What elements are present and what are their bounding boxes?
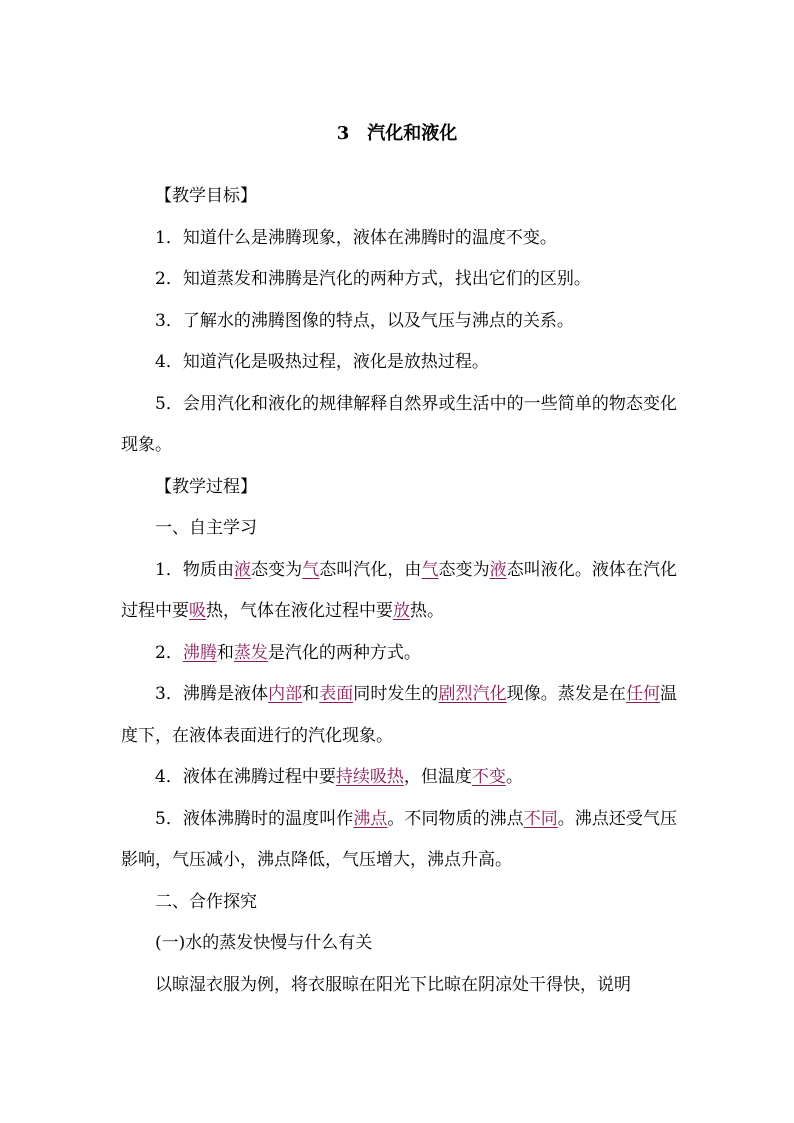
objective-item: 4．知道汽化是吸热过程，液化是放热过程。 [155,352,489,372]
answer-blank: 放 [393,601,410,621]
question-text: 热。 [410,601,444,621]
objective-item: 2．知道蒸发和沸腾是汽化的两种方式，找出它们的区别。 [155,269,591,289]
question-3 [121,674,677,757]
answer-blank: 沸点 [353,808,388,829]
answer-blank: 液 [489,559,507,580]
answer-blank: 不同 [523,808,558,829]
question-text: 态叫液化。液体在汽化过程中要 [121,559,678,621]
answer-blank: 任何 [625,684,661,704]
answer-blank: 沸腾 [182,642,217,663]
question-text: 态叫汽化，由 [319,559,422,580]
question-text: 。不同物质的沸点 [387,808,524,829]
objective-item: 5．会用汽化和液化的规律解释自然界或生活中的一些简单的物态变化现象。 [121,393,677,455]
answer-blank: 吸 [189,601,206,621]
body-paragraph: 以晾湿衣服为例，将衣服晾在阳光下比晾在阴凉处干得快，说明 [155,974,631,995]
answer-blank: 持续吸热 [335,767,404,787]
question-text: 同时发生的 [353,684,439,704]
answer-blank: 表面 [319,684,354,704]
objective-item: 1．知道什么是沸腾现象，液体在沸腾时的温度不变。 [155,227,557,248]
question-text: 现像。蒸发是在 [506,684,626,704]
question-text: 和 [216,642,234,663]
answer-blank: 蒸发 [233,642,268,663]
question-text: 4．液体在沸腾过程中要 [155,767,336,787]
answer-blank: 内部 [268,684,303,704]
question-2 [121,633,677,675]
question-text: 和 [302,684,320,704]
question-text: 。 [505,767,523,787]
question-text: 2． [155,642,183,663]
objective-item: 3．了解水的沸腾图像的特点，以及气压与沸点的关系。 [155,310,574,331]
question-text: 是汽化的两种方式。 [267,642,421,663]
question-4 [121,757,677,799]
question-text: 态变为 [251,559,303,580]
question-text: 态变为 [438,559,490,580]
answer-blank: 液 [234,559,252,580]
question-text: 温度下，在液体表面进行的汽化现象。 [121,684,678,746]
page-title: 3 汽化和液化 [336,123,458,144]
answer-blank: 不变 [471,767,506,787]
question-5 [121,799,677,882]
question-1 [121,550,677,633]
answer-blank: 气 [302,559,320,580]
process-heading: 【教学过程】 [155,476,257,497]
section-heading: 一、自主学习 [155,518,257,538]
section-heading: 二、合作探究 [155,891,257,912]
question-text: 5．液体沸腾时的温度叫作 [155,808,354,829]
question-text: ，但温度 [403,767,472,787]
answer-blank: 剧烈汽化 [438,684,507,704]
question-text: 热，气体在液化过程中要 [206,601,393,621]
answer-blank: 气 [421,559,439,580]
question-text: 1．物质由 [155,559,235,580]
question-text: 。沸点还受气压影响，气压减小，沸点降低，气压增大，沸点升高。 [121,808,677,870]
subsection-heading: (一)水的蒸发快慢与什么有关 [155,933,373,953]
objectives-heading: 【教学目标】 [155,186,257,206]
question-text: 3．沸腾是液体 [155,684,269,704]
document-body [121,176,677,1006]
